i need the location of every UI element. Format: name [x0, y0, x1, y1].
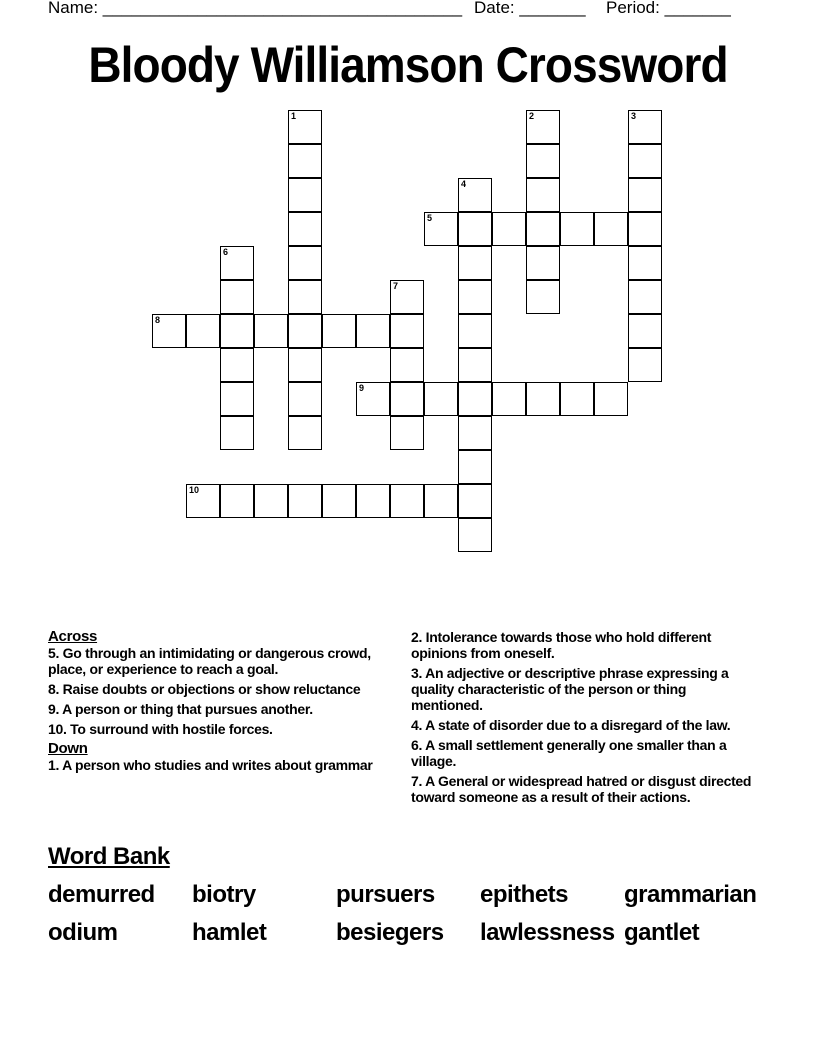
clue-item [48, 721, 398, 737]
grid-cell[interactable] [254, 484, 288, 518]
grid-cell[interactable] [254, 314, 288, 348]
clue-number: 6 [223, 247, 229, 257]
grid-cell[interactable] [424, 382, 458, 416]
clue-item-text: A small settlement generally one smaller than a village. [411, 737, 727, 769]
clue-item-number: 5. [48, 645, 63, 661]
clue-item [48, 701, 398, 717]
grid-cell[interactable] [424, 484, 458, 518]
grid-cell[interactable] [288, 382, 322, 416]
grid-cell[interactable] [526, 178, 560, 212]
grid-cell[interactable] [458, 178, 492, 212]
clue-number: 9 [359, 383, 365, 393]
grid-cell[interactable] [526, 144, 560, 178]
grid-cell[interactable] [186, 314, 220, 348]
clue-item [411, 629, 761, 661]
clue-item-number: 1. [48, 757, 63, 773]
clue-number: 4 [461, 179, 467, 189]
grid-cell[interactable] [458, 416, 492, 450]
grid-cell[interactable] [628, 314, 662, 348]
grid-cell[interactable] [458, 246, 492, 280]
header-name: Name: ______________________________________ [48, 0, 463, 17]
grid-cell[interactable] [152, 314, 186, 348]
grid-cell[interactable] [628, 178, 662, 212]
grid-cell[interactable] [390, 484, 424, 518]
grid-cell[interactable] [288, 178, 322, 212]
clue-item-number: 2. [411, 629, 426, 645]
grid-cell[interactable] [322, 484, 356, 518]
clue-item-text: A General or widespread hatred or disgust directed toward someone as a result of their actions. [411, 773, 752, 805]
down-clue-list-right [411, 629, 761, 805]
grid-cell[interactable] [458, 382, 492, 416]
word-bank-item: hamlet [192, 919, 267, 946]
grid-cell[interactable] [526, 382, 560, 416]
across-clue-list [48, 645, 398, 737]
grid-cell[interactable] [220, 280, 254, 314]
clue-number: 2 [529, 111, 535, 121]
clues-right [411, 629, 761, 809]
grid-cell[interactable] [458, 484, 492, 518]
grid-cell[interactable] [390, 280, 424, 314]
word-bank-item: odium [48, 919, 118, 946]
grid-cell[interactable] [356, 484, 390, 518]
word-bank-item: gantlet [624, 919, 700, 946]
word-bank-item: grammarian [624, 881, 757, 908]
clue-number: 1 [291, 111, 297, 121]
grid-cell[interactable] [356, 314, 390, 348]
grid-cell[interactable] [220, 314, 254, 348]
clue-item-text: A state of disorder due to a disregard of the law. [425, 717, 731, 733]
clue-item-text: To surround with hostile forces. [70, 721, 273, 737]
grid-cell[interactable] [288, 314, 322, 348]
grid-cell[interactable] [458, 518, 492, 552]
grid-cell[interactable] [220, 348, 254, 382]
clue-item [48, 681, 398, 697]
grid-cell[interactable] [526, 246, 560, 280]
grid-cell[interactable] [458, 212, 492, 246]
clue-item [411, 665, 761, 713]
grid-cell[interactable] [288, 144, 322, 178]
grid-cell[interactable] [458, 348, 492, 382]
clue-number: 8 [155, 315, 161, 325]
down-heading: Down [48, 740, 88, 757]
grid-cell[interactable] [458, 314, 492, 348]
grid-cell[interactable] [628, 144, 662, 178]
word-bank-item: lawlessness [480, 919, 615, 946]
grid-cell[interactable] [458, 450, 492, 484]
clue-item-text: Go through an intimidating or dangerous crowd, place, or experience to reach a goal. [48, 645, 371, 677]
grid-cell[interactable] [390, 314, 424, 348]
grid-cell[interactable] [594, 382, 628, 416]
grid-cell[interactable] [628, 212, 662, 246]
clue-item [411, 717, 761, 733]
clue-item-number: 4. [411, 717, 426, 733]
grid-cell[interactable] [628, 246, 662, 280]
grid-cell[interactable] [288, 484, 322, 518]
grid-cell[interactable] [390, 382, 424, 416]
clue-item [411, 773, 761, 805]
word-bank-title: Word Bank [48, 843, 170, 870]
word-bank-item: pursuers [336, 881, 435, 908]
clue-item-number: 10. [48, 721, 71, 737]
clue-item-text: Raise doubts or objections or show reluctance [62, 681, 361, 697]
grid-cell[interactable] [220, 416, 254, 450]
grid-cell[interactable] [186, 484, 220, 518]
header-date: Date: _______ [474, 0, 586, 17]
grid-cell[interactable] [288, 348, 322, 382]
clue-item-number: 3. [411, 665, 426, 681]
word-bank-item: demurred [48, 881, 155, 908]
grid-cell[interactable] [220, 382, 254, 416]
grid-cell[interactable] [424, 212, 458, 246]
word-bank-item: epithets [480, 881, 569, 908]
clue-item-number: 9. [48, 701, 63, 717]
grid-cell[interactable] [526, 110, 560, 144]
grid-cell[interactable] [220, 484, 254, 518]
clue-number: 5 [427, 213, 433, 223]
grid-cell[interactable] [390, 416, 424, 450]
grid-cell[interactable] [356, 382, 390, 416]
clues-left [48, 629, 398, 777]
grid-cell[interactable] [288, 246, 322, 280]
grid-cell[interactable] [628, 110, 662, 144]
clue-item-number: 8. [48, 681, 63, 697]
grid-cell[interactable] [220, 246, 254, 280]
clue-item-text: A person who studies and writes about grammar [62, 757, 373, 773]
clue-item [48, 645, 398, 677]
clue-item [411, 737, 761, 769]
header-period: Period: _______ [606, 0, 731, 17]
clue-item-text: An adjective or descriptive phrase expressing a quality characteristic of the person or thing mentioned. [411, 665, 729, 713]
grid-cell[interactable] [492, 212, 526, 246]
grid-cell[interactable] [390, 348, 424, 382]
grid-cell[interactable] [560, 212, 594, 246]
clue-item-text: A person or thing that pursues another. [62, 701, 313, 717]
across-heading: Across [48, 628, 98, 645]
grid-cell[interactable] [594, 212, 628, 246]
grid-cell[interactable] [492, 382, 526, 416]
word-bank-item: biotry [192, 881, 256, 908]
clue-item [48, 757, 398, 773]
word-bank-item: besiegers [336, 919, 444, 946]
clue-number: 7 [393, 281, 399, 291]
page-title: Bloody Williamson Crossword [88, 37, 728, 93]
grid-cell[interactable] [322, 314, 356, 348]
grid-cell[interactable] [288, 212, 322, 246]
grid-cell[interactable] [288, 416, 322, 450]
clue-number: 3 [631, 111, 637, 121]
grid-cell[interactable] [288, 280, 322, 314]
clue-item-number: 6. [411, 737, 426, 753]
grid-cell[interactable] [458, 280, 492, 314]
grid-cell[interactable] [628, 348, 662, 382]
grid-cell[interactable] [628, 280, 662, 314]
down-clue-list-left [48, 757, 398, 773]
grid-cell[interactable] [288, 110, 322, 144]
grid-cell[interactable] [526, 212, 560, 246]
grid-cell[interactable] [526, 280, 560, 314]
grid-cell[interactable] [560, 382, 594, 416]
clue-item-text: Intolerance towards those who hold different opinions from oneself. [411, 629, 712, 661]
clue-number: 10 [189, 485, 200, 495]
clue-item-number: 7. [411, 773, 426, 789]
